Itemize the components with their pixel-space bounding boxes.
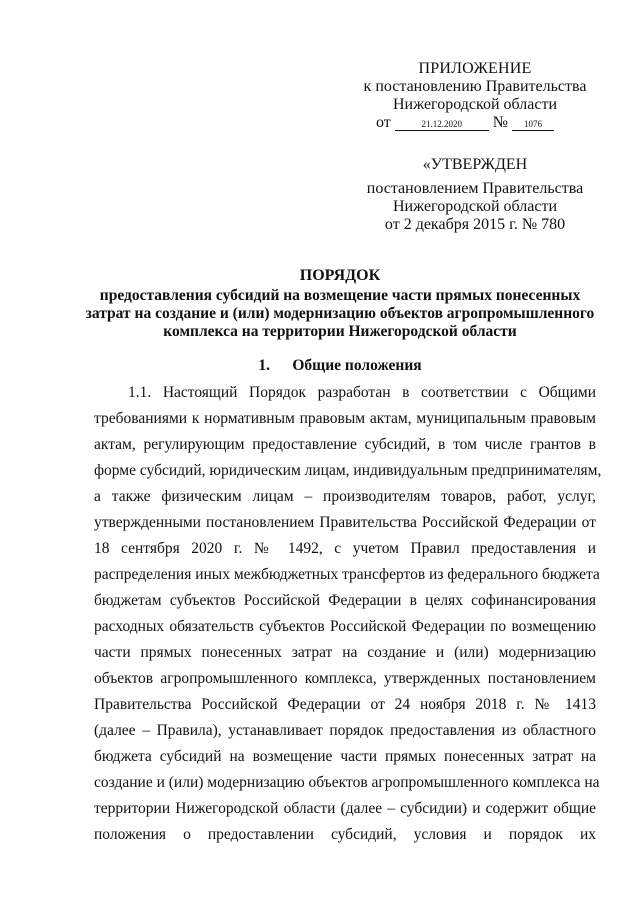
- approved-line-2: Нижегородской области: [392, 198, 557, 215]
- title-line-3: затрат на создание и (или) модернизацию объектов агропромышленного: [85, 305, 595, 322]
- section-title: Общие положения: [292, 357, 422, 374]
- date-prefix: от: [376, 114, 391, 131]
- title-line-1: ПОРЯДОК: [299, 267, 381, 284]
- body-line: утвержденными постановлением Правительства Российской Федерации от: [94, 514, 596, 531]
- body-line: а также физическим лицам – производителям товаров, работ, услуг,: [94, 488, 596, 505]
- section-heading: [70, 357, 610, 375]
- body-line: Правительства Российской Федерации от 24 ноября 2018 г. № 1413: [94, 696, 596, 713]
- approved-line-3: от 2 декабря 2015 г. № 780: [384, 216, 566, 233]
- approved-line-1: постановлением Правительства: [366, 180, 584, 197]
- appendix-line-2: Нижегородской области: [392, 96, 557, 113]
- number-sign: №: [492, 114, 509, 131]
- appendix-line-1: к постановлению Правительства: [363, 78, 587, 95]
- body-line: части прямых понесенных затрат на создание и (или) модернизацию: [94, 644, 596, 661]
- body-line: требованиями к нормативным правовым актам, муниципальным правовым: [94, 410, 596, 427]
- approved-heading: «УТВЕРЖДЕН: [422, 156, 528, 173]
- section-number: 1.: [258, 357, 270, 374]
- appendix-heading: ПРИЛОЖЕНИЕ: [418, 60, 532, 77]
- title-line-2: предоставления субсидий на возмещение части прямых понесенных: [99, 287, 581, 304]
- body-line: распределения иных межбюджетных трансфертов из федерального бюджета: [94, 566, 600, 583]
- body-line: территории Нижегородской области (далее – субсидии) и содержит общие: [94, 800, 596, 817]
- date-value: 21.12.2020: [395, 118, 489, 131]
- body-line: создание и (или) модернизацию объектов агропромышленного комплекса на: [94, 774, 600, 791]
- body-line: актам, регулирующим предоставление субсидий, в том числе грантов в: [94, 436, 596, 453]
- document-title: [70, 267, 610, 341]
- appendix-block: [355, 60, 595, 132]
- appendix-date-line: [355, 114, 595, 132]
- body-line: форме субсидий, юридическим лицам, индивидуальным предпринимателям,: [94, 462, 602, 479]
- title-line-4: комплекса на территории Нижегородской области: [163, 323, 517, 340]
- body-line: расходных обязательств субъектов Российской Федерации по возмещению: [94, 618, 596, 635]
- body-line: положения о предоставлении субсидий, условия и порядок их: [94, 826, 596, 843]
- body-line: 18 сентября 2020 г. № 1492, с учетом Правил предоставления и: [94, 540, 596, 557]
- body-line: объектов агропромышленного комплекса, утвержденных постановлением: [94, 670, 596, 687]
- approved-block: [355, 156, 595, 234]
- body-text: [94, 380, 602, 848]
- body-line: (далее – Правила), устанавливает порядок предоставления из областного: [94, 722, 596, 739]
- body-line: 1.1. Настоящий Порядок разработан в соответствии с Общими: [128, 384, 596, 401]
- number-value: 1076: [512, 118, 554, 131]
- body-line: бюджетам субъектов Российской Федерации в целях софинансирования: [94, 592, 596, 609]
- body-line: бюджета субсидий на возмещение части прямых понесенных затрат на: [94, 748, 596, 765]
